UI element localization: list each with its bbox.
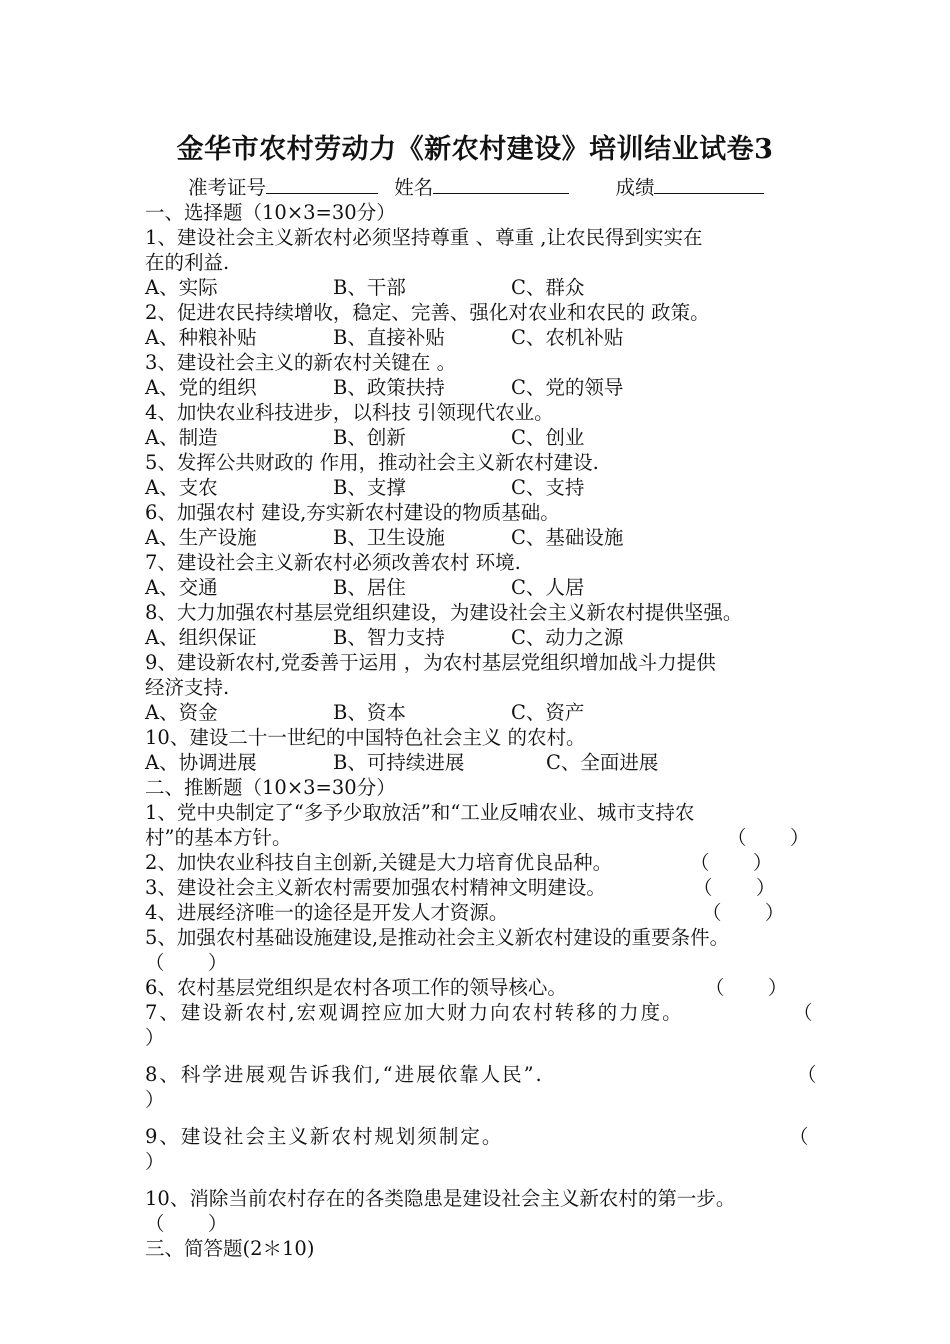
- tf-text: 5、加强农村基础设施建设,是推动社会主义新农村建设的重要条件。: [145, 926, 730, 949]
- answer-paren-close[interactable]: ）: [145, 1088, 165, 1111]
- tf-item-10: [145, 1186, 825, 1236]
- options-row: [145, 425, 825, 450]
- tf-item-3: [145, 875, 825, 900]
- option-a[interactable]: A、制造: [145, 426, 218, 449]
- option-a[interactable]: A、实际: [145, 276, 218, 299]
- option-c[interactable]: C、全面进展: [546, 751, 659, 774]
- mc-question-1: [145, 225, 825, 300]
- option-b[interactable]: B、卫生设施: [333, 526, 445, 549]
- option-c[interactable]: C、党的领导: [511, 376, 624, 399]
- tf-item-7: [145, 1000, 825, 1050]
- question-text: 9、建设新农村,党委善于运用 ，为农村基层党组织增加战斗力提供: [145, 651, 716, 674]
- candidate-info-row: [188, 173, 764, 202]
- question-text-cont: 在的利益.: [145, 251, 230, 274]
- answer-paren-close[interactable]: ）: [145, 1026, 165, 1049]
- option-c[interactable]: C、基础设施: [511, 526, 624, 549]
- options-row: [145, 625, 825, 650]
- options-row: [145, 525, 825, 550]
- option-a[interactable]: A、资金: [145, 701, 218, 724]
- option-c[interactable]: C、资产: [511, 701, 585, 724]
- option-a[interactable]: A、协调进展: [145, 751, 257, 774]
- option-c[interactable]: C、支持: [511, 476, 585, 499]
- option-a[interactable]: A、生产设施: [145, 526, 257, 549]
- tf-item-1: [145, 800, 825, 850]
- option-b[interactable]: B、居住: [333, 576, 406, 599]
- exam-body: [145, 200, 825, 1261]
- tf-text: 8、科学进展观告诉我们,“进展依靠人民”.: [145, 1063, 544, 1086]
- name-blank[interactable]: [433, 173, 569, 194]
- mc-question-10: [145, 725, 825, 775]
- tf-text-row: [145, 825, 825, 850]
- name-label: 姓名: [394, 176, 434, 199]
- option-a[interactable]: A、组织保证: [145, 626, 257, 649]
- mc-question-4: [145, 400, 825, 450]
- question-text: 10、建设二十一世纪的中国特色社会主义 的农村。: [145, 726, 586, 749]
- tf-text: 4、进展经济唯一的途径是开发人才资源。: [145, 901, 509, 924]
- question-text: 1、建设社会主义新农村必须坚持尊重 、尊重 ,让农民得到实实在: [145, 226, 703, 249]
- question-text: 7、建设社会主义新农村必须改善农村 环境.: [145, 551, 521, 574]
- tf-item-5: [145, 925, 825, 975]
- question-text: 3、建设社会主义的新农村关键在 。: [145, 351, 457, 374]
- option-b[interactable]: B、可持续进展: [333, 751, 465, 774]
- option-c[interactable]: C、动力之源: [511, 626, 624, 649]
- mc-question-9: [145, 650, 825, 725]
- option-a[interactable]: A、交通: [145, 576, 218, 599]
- option-b[interactable]: B、创新: [333, 426, 406, 449]
- section3-heading: 三、简答题(2＊10): [145, 1237, 315, 1260]
- options-row: [145, 475, 825, 500]
- options-row: [145, 750, 825, 775]
- answer-paren[interactable]: （ ）: [727, 826, 810, 849]
- options-row: [145, 575, 825, 600]
- options-row: [145, 375, 825, 400]
- option-c[interactable]: C、创业: [511, 426, 585, 449]
- exam-title: 金华市农村劳动力《新农村建设》培训结业试卷3: [176, 134, 774, 165]
- option-c[interactable]: C、群众: [511, 276, 585, 299]
- tf-item-9: [145, 1124, 825, 1174]
- tf-item-2: [145, 850, 825, 875]
- option-b[interactable]: B、直接补贴: [333, 326, 445, 349]
- section2-heading: 二、推断题（10×3=30分）: [145, 776, 396, 799]
- mc-question-6: [145, 500, 825, 550]
- mc-question-7: [145, 550, 825, 600]
- tf-item-4: [145, 900, 825, 925]
- answer-paren[interactable]: （ ）: [705, 976, 788, 999]
- exam-id-blank[interactable]: [266, 173, 378, 194]
- tf-text: 2、加快农业科技自主创新,关键是大力培育优良品种。: [145, 851, 613, 874]
- tf-text-cont: 村”的基本方针。: [145, 826, 292, 849]
- tf-text: 7、建设新农村,宏观调控应加大财力向农村转移的力度。: [145, 1001, 684, 1024]
- options-row: [145, 275, 825, 300]
- tf-text: 6、农村基层党组织是农村各项工作的领导核心。: [145, 976, 567, 999]
- answer-paren-open[interactable]: （: [789, 1125, 809, 1148]
- question-text: 5、发挥公共财政的 作用，推动社会主义新农村建设.: [145, 451, 599, 474]
- mc-question-2: [145, 300, 825, 350]
- tf-text: 10、消除当前农村存在的各类隐患是建设社会主义新农村的第一步。: [145, 1187, 736, 1210]
- question-text: 8、大力加强农村基层党组织建设，为建设社会主义新农村提供坚强。: [145, 601, 743, 624]
- answer-paren[interactable]: （ ）: [690, 851, 773, 874]
- option-a[interactable]: A、支农: [145, 476, 218, 499]
- answer-paren[interactable]: （ ）: [702, 901, 785, 924]
- question-text: 6、加强农村 建设,夯实新农村建设的物质基础。: [145, 501, 560, 524]
- exam-id-label: 准考证号: [188, 176, 267, 199]
- option-a[interactable]: A、党的组织: [145, 376, 257, 399]
- option-b[interactable]: B、资本: [333, 701, 406, 724]
- answer-paren-open[interactable]: （: [793, 1001, 813, 1024]
- mc-question-3: [145, 350, 825, 400]
- tf-item-6: [145, 975, 825, 1000]
- answer-paren[interactable]: （ ）: [693, 876, 776, 899]
- option-b[interactable]: B、干部: [333, 276, 406, 299]
- tf-text: 3、建设社会主义新农村需要加强农村精神文明建设。: [145, 876, 606, 899]
- question-text-cont: 经济支持.: [145, 676, 230, 699]
- mc-question-5: [145, 450, 825, 500]
- score-blank[interactable]: [654, 173, 764, 194]
- options-row: [145, 700, 825, 725]
- question-text: 4、加快农业科技进步，以科技 引领现代农业。: [145, 401, 554, 424]
- option-b[interactable]: B、支撑: [333, 476, 406, 499]
- option-a[interactable]: A、种粮补贴: [145, 326, 257, 349]
- question-text: 2、促进农民持续增收，稳定、完善、强化对农业和农民的 政策。: [145, 301, 710, 324]
- option-c[interactable]: C、农机补贴: [511, 326, 624, 349]
- answer-paren[interactable]: （ ）: [145, 951, 228, 974]
- option-c[interactable]: C、人居: [511, 576, 585, 599]
- answer-paren-open[interactable]: （: [797, 1063, 817, 1086]
- score-label: 成绩: [615, 176, 655, 199]
- tf-text: 9、建设社会主义新农村规划须制定。: [145, 1125, 504, 1148]
- option-b[interactable]: B、政策扶持: [333, 376, 445, 399]
- mc-question-8: [145, 600, 825, 650]
- tf-text: 1、党中央制定了“多予少取放活”和“工业反哺农业、城市支持农: [145, 801, 695, 824]
- tf-item-8: [145, 1062, 825, 1112]
- option-b[interactable]: B、智力支持: [333, 626, 445, 649]
- options-row: [145, 325, 825, 350]
- answer-paren-close[interactable]: ）: [145, 1150, 165, 1173]
- answer-paren[interactable]: （ ）: [145, 1212, 228, 1235]
- section1-heading: 一、选择题（10×3=30分）: [145, 201, 396, 224]
